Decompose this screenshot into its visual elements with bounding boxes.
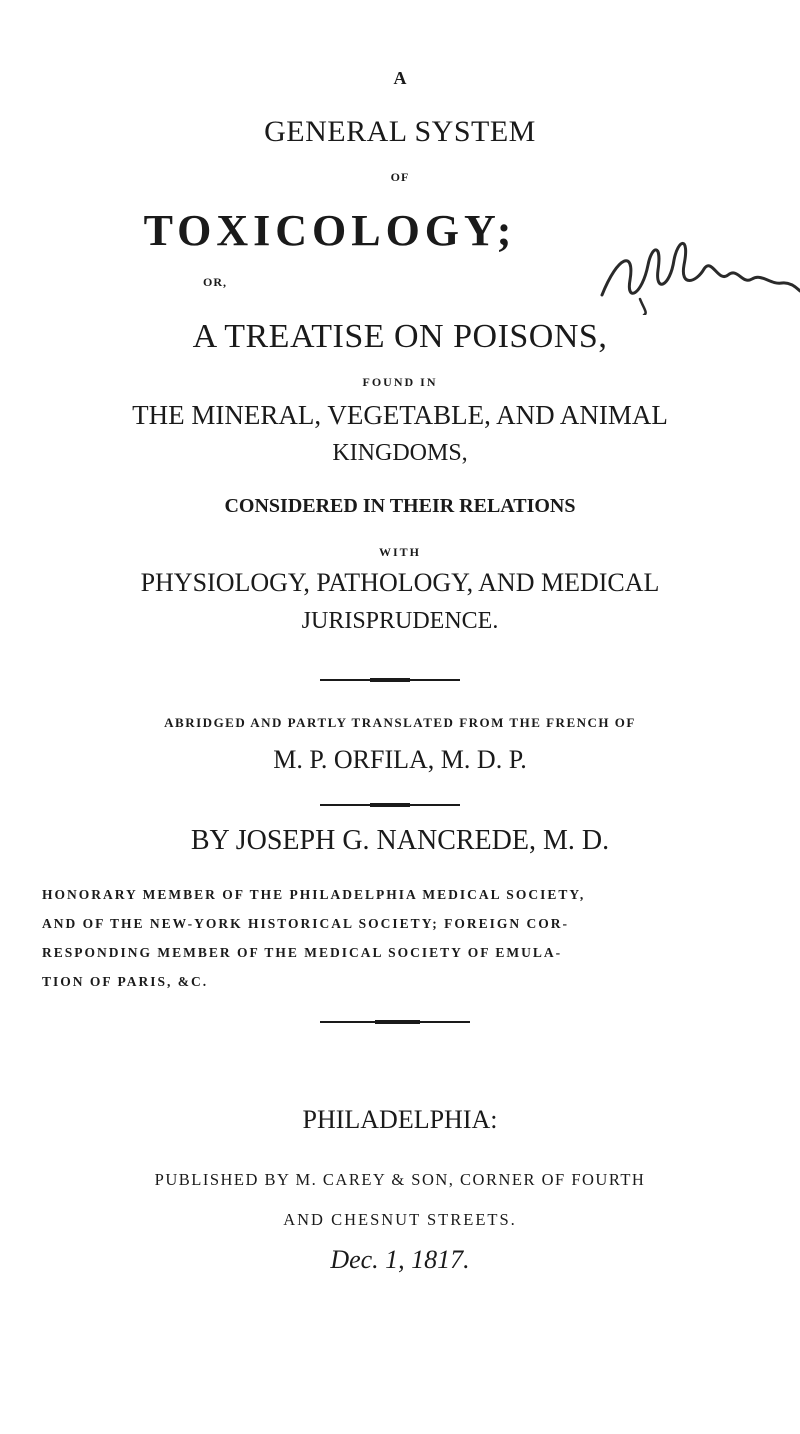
credentials-line: HONORARY MEMBER OF THE PHILADELPHIA MEDICAL SOCIETY, <box>42 887 586 902</box>
with-label: WITH <box>378 545 421 559</box>
fields-line-2: JURISPRUDENCE. <box>301 608 499 634</box>
of-label: OF <box>390 170 410 184</box>
kingdoms-line-1: THE MINERAL, VEGETABLE, AND ANIMAL <box>132 400 668 430</box>
place-of-publication: PHILADELPHIA: <box>302 1105 498 1134</box>
title-line-2: TOXICOLOGY; <box>143 206 517 255</box>
subtitle: A TREATISE ON POISONS, <box>192 318 608 355</box>
divider-rule-1 <box>320 679 460 681</box>
publisher-line-1: PUBLISHED BY M. CAREY & SON, CORNER OF FOURTH <box>154 1170 646 1189</box>
title-line-1: GENERAL SYSTEM <box>264 115 536 148</box>
translator: BY JOSEPH G. NANCREDE, M. D. <box>190 825 610 856</box>
considered-line: CONSIDERED IN THEIR RELATIONS <box>224 495 576 517</box>
handwritten-signature <box>600 225 800 315</box>
publisher-line-2: AND CHESNUT STREETS. <box>283 1210 517 1229</box>
credentials-line: AND OF THE NEW-YORK HISTORICAL SOCIETY; FOREIGN COR- <box>42 916 569 931</box>
or-label: OR, <box>203 275 227 289</box>
found-in-label: FOUND IN <box>362 375 438 389</box>
credentials-block <box>42 880 772 996</box>
divider-rule-3 <box>320 1021 470 1023</box>
credentials-line: TION OF PARIS, &C. <box>42 974 209 989</box>
credentials-line: RESPONDING MEMBER OF THE MEDICAL SOCIETY OF EMULA- <box>42 945 563 960</box>
original-author: M. P. ORFILA, M. D. P. <box>273 745 527 774</box>
publication-date: Dec. 1, 1817. <box>330 1245 470 1274</box>
abridged-line: ABRIDGED AND PARTLY TRANSLATED FROM THE FRENCH OF <box>164 715 636 730</box>
divider-rule-2 <box>320 804 460 806</box>
title-article: A <box>393 68 407 88</box>
fields-line-1: PHYSIOLOGY, PATHOLOGY, AND MEDICAL <box>140 568 660 597</box>
kingdoms-line-2: KINGDOMS, <box>332 440 468 466</box>
